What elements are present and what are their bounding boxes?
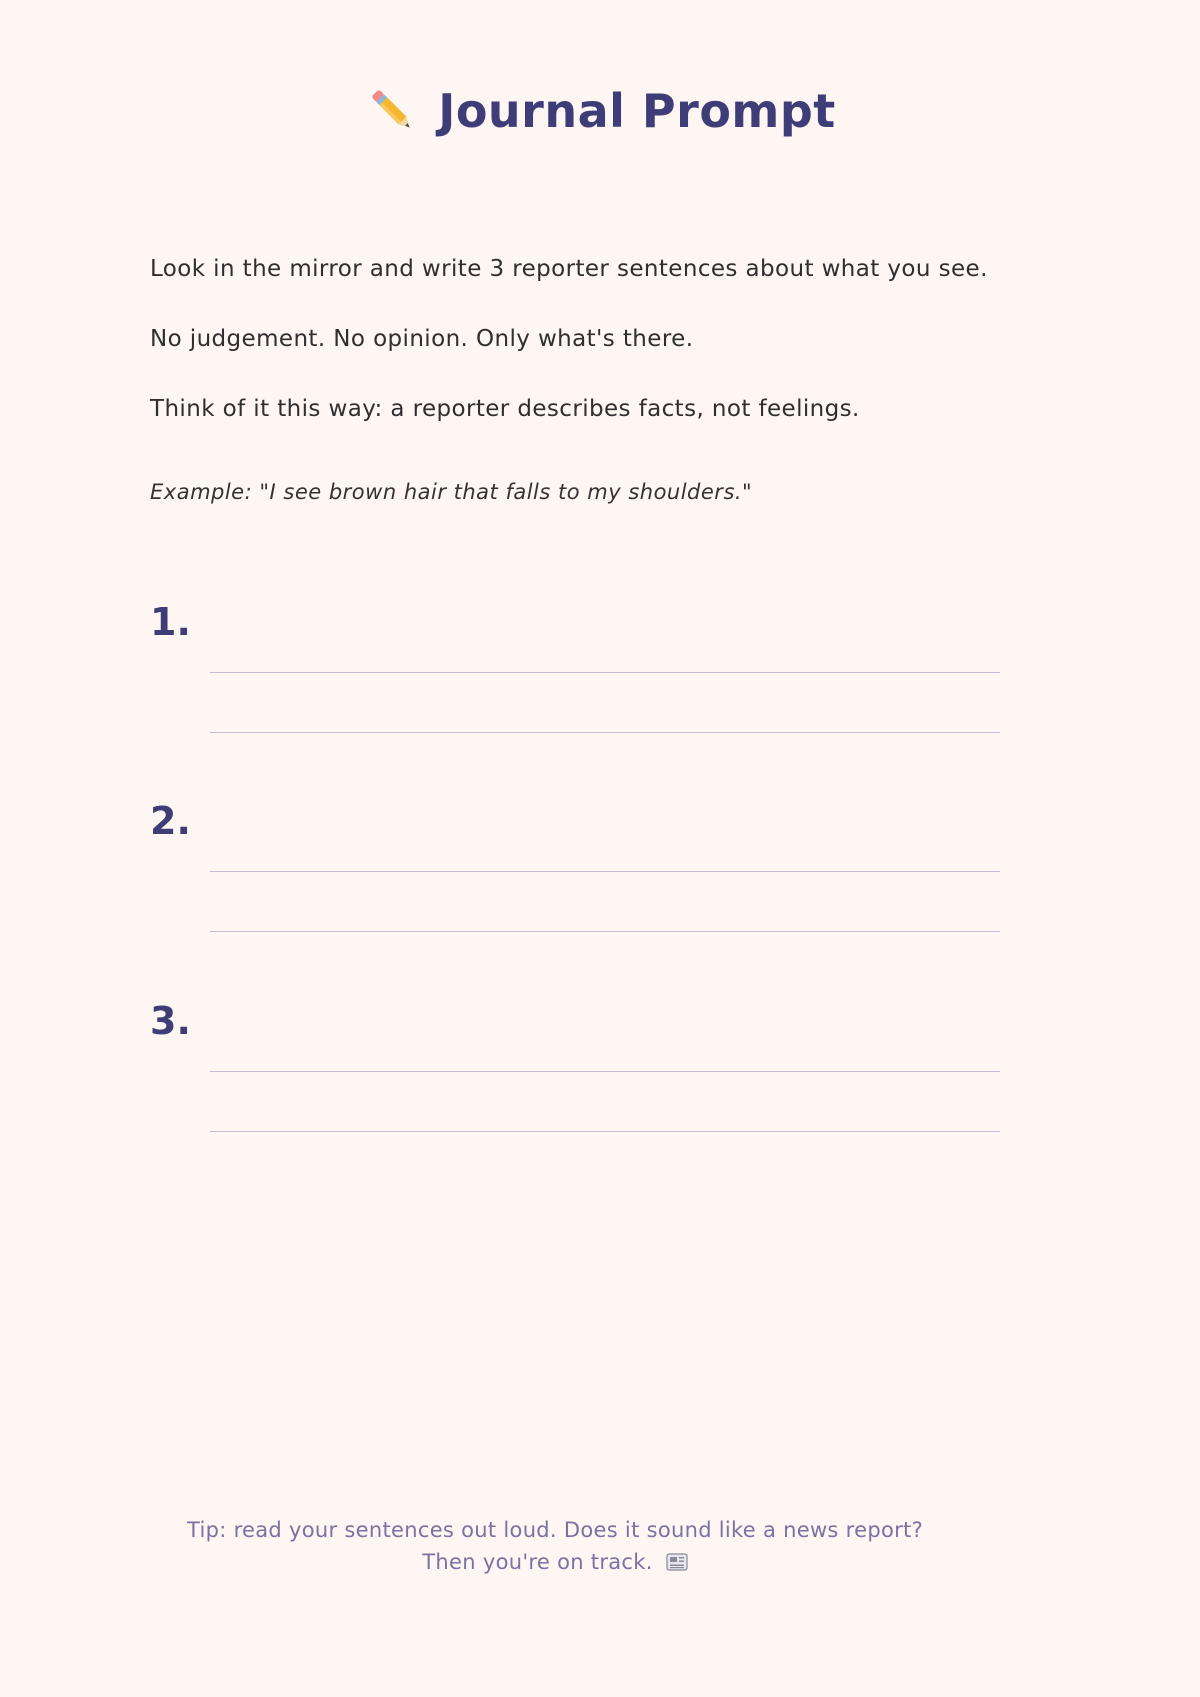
entry-3 bbox=[150, 999, 1000, 1142]
pencil-icon bbox=[364, 82, 422, 140]
tip-note bbox=[180, 1515, 930, 1578]
tip-text: Tip: read your sentences out loud. Does it sound like a news report? Then you're on track. bbox=[186, 1518, 924, 1574]
writing-line[interactable] bbox=[210, 1071, 1000, 1072]
writing-line[interactable] bbox=[210, 672, 1000, 673]
writing-line[interactable] bbox=[210, 732, 1000, 733]
newspaper-icon bbox=[666, 1552, 688, 1572]
instruction-line-2: No judgement. No opinion. Only what's there. bbox=[150, 326, 694, 352]
entry-number: 2. bbox=[150, 799, 191, 843]
writing-line[interactable] bbox=[210, 1131, 1000, 1132]
entry-number: 1. bbox=[150, 600, 191, 644]
entry-1 bbox=[150, 600, 1000, 743]
example-sentence: Example: "I see brown hair that falls to my shoulders." bbox=[150, 480, 753, 504]
instruction-line-3: Think of it this way: a reporter describes facts, not feelings. bbox=[150, 396, 860, 422]
writing-line[interactable] bbox=[210, 871, 1000, 872]
writing-line[interactable] bbox=[210, 931, 1000, 932]
header bbox=[0, 82, 1200, 140]
instruction-line-1: Look in the mirror and write 3 reporter sentences about what you see. bbox=[150, 256, 988, 282]
entry-number: 3. bbox=[150, 999, 191, 1043]
page-title: Journal Prompt bbox=[438, 84, 836, 138]
entry-2 bbox=[150, 799, 1000, 942]
